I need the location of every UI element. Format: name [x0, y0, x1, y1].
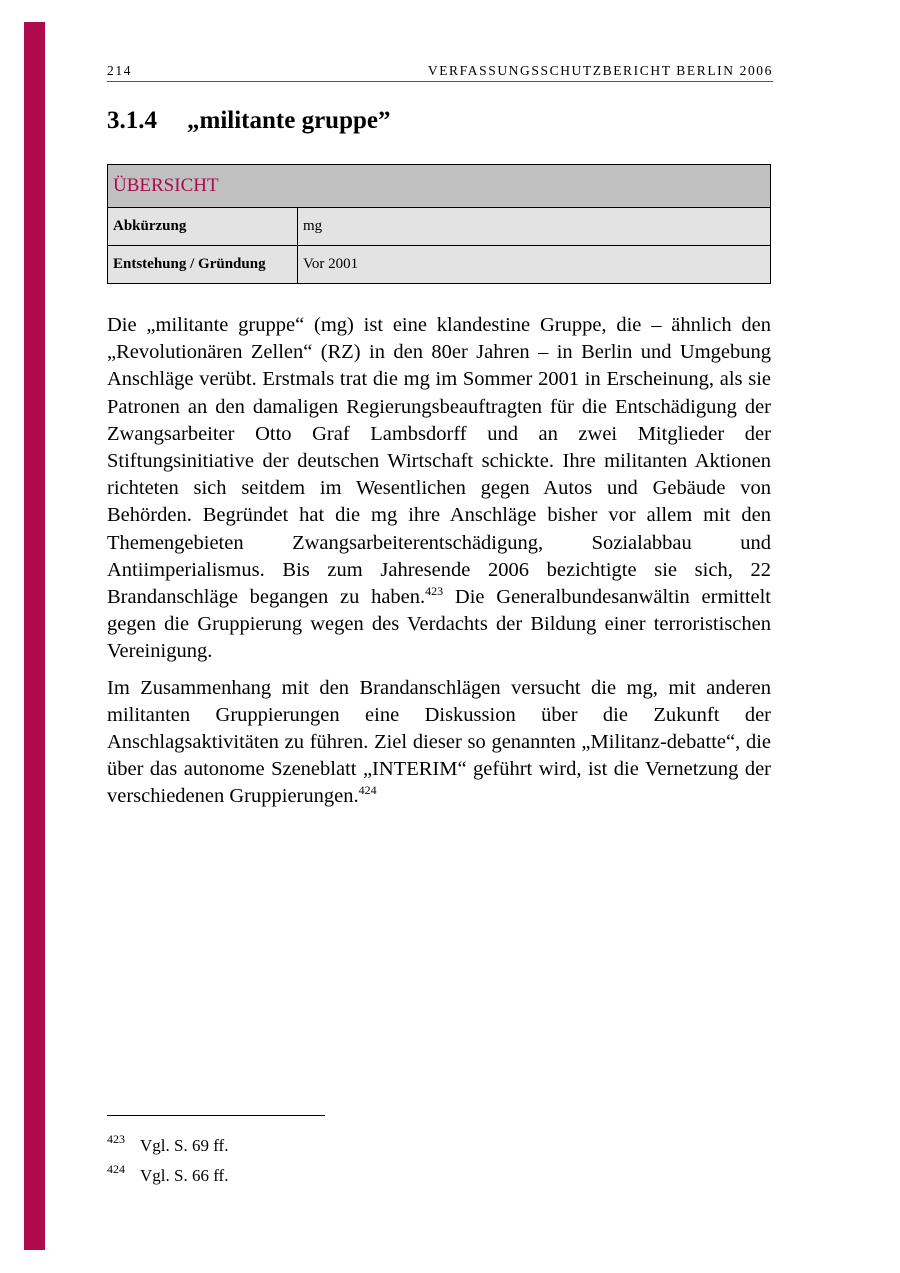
body-text	[107, 312, 771, 820]
running-header	[107, 63, 773, 82]
footnotes	[107, 1132, 771, 1192]
page-number: 214	[107, 63, 133, 78]
section-title: „militante gruppe”	[187, 107, 391, 134]
row-value-abbreviation: mg	[298, 208, 771, 246]
paragraph-2	[107, 675, 771, 811]
report-title: VERFASSUNGSSCHUTZBERICHT BERLIN 2006	[427, 63, 773, 78]
section-heading	[107, 107, 390, 135]
footnote-ref-424[interactable]: 424	[358, 783, 377, 798]
footnote-423	[107, 1132, 771, 1162]
footnote-separator	[107, 1115, 325, 1116]
paragraph-1	[107, 312, 771, 666]
footnote-text: Vgl. S. 66 ff.	[140, 1166, 229, 1185]
overview-heading: ÜBERSICHT	[108, 165, 771, 208]
table-row	[108, 208, 771, 246]
row-value-founding: Vor 2001	[298, 246, 771, 284]
row-label-founding: Entstehung / Gründung	[108, 246, 298, 284]
overview-table	[107, 164, 771, 284]
footnote-number: 423	[107, 1132, 125, 1146]
row-label-abbreviation: Abkürzung	[108, 208, 298, 246]
footnote-number: 424	[107, 1162, 125, 1176]
footnote-ref-423[interactable]: 423	[425, 584, 444, 599]
paragraph-1-text: Die „militante gruppe“ (mg) ist eine klandestine Gruppe, die – ähnlich den „Revolutionären Zellen“ (RZ) in den 80er Jahren – in Berlin und Umgebung Anschläge verübt. Erstmals trat die mg im Sommer 2001 in Erscheinung, als sie Patronen an den damaligen Regierungsbeauftragten für die Entschädigung der Zwangsarbeiter Otto Graf Lambsdorff und an zwei Mitglieder der Stiftungsinitiative der deutschen Wirtschaft schickte. Ihre militanten Aktionen richteten sich seitdem im Wesentlichen gegen Autos und Gebäude von Behörden. Begründet hat die mg ihre Anschläge bisher vor allem mit den Themengebieten Zwangsarbeiterentschädigung, Sozialabbau und Antiimperialismus. Bis zum Jahresende 2006 bezichtigte sie sich, 22 Brandanschläge begangen zu haben.	[107, 314, 771, 609]
footnote-text: Vgl. S. 69 ff.	[140, 1136, 229, 1155]
section-number: 3.1.4	[107, 107, 157, 134]
side-accent-bar	[24, 22, 45, 1250]
paragraph-2-text: Im Zusammenhang mit den Brandanschlägen versucht die mg, mit anderen militanten Gruppierungen eine Diskussion über die Zukunft der Anschlagsaktivitäten zu führen. Ziel dieser so genannten „Militanz-debatte“, die über das autonome Szeneblatt „INTERIM“ geführt wird, ist die Vernetzung der verschiedenen Gruppierungen.	[107, 676, 771, 808]
paragraph-1-tail: Die Generalbundesanwältin ermittelt gegen die Gruppierung wegen des Verdachts der Bildung einer terroristischen Vereinigung.	[107, 586, 771, 663]
footnote-424	[107, 1162, 771, 1192]
table-row	[108, 246, 771, 284]
